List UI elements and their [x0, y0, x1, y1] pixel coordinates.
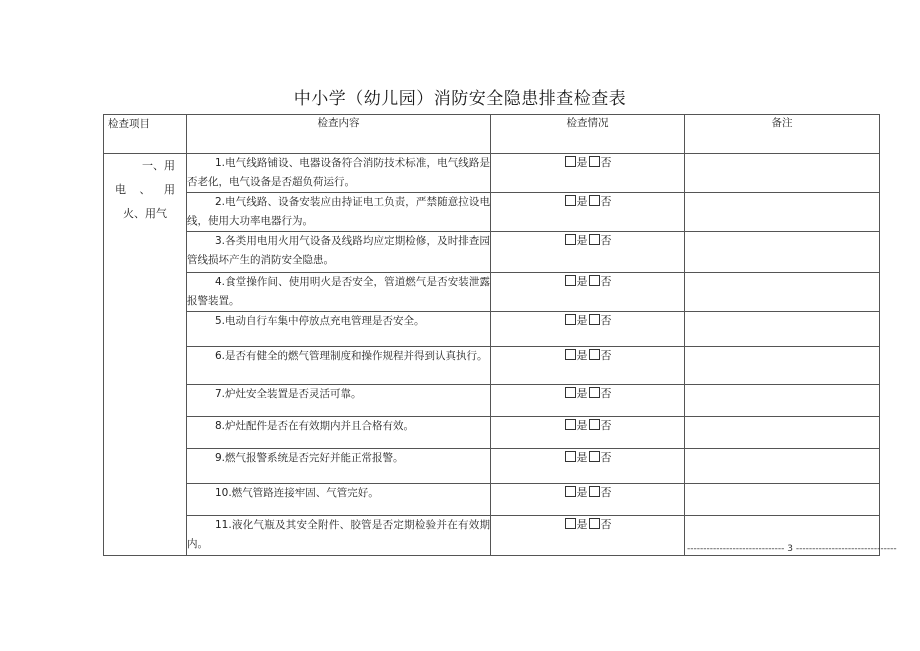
yes-checkbox[interactable]	[565, 387, 576, 398]
no-label: 否	[600, 349, 612, 362]
table-row	[104, 449, 880, 484]
yes-label: 是	[576, 275, 588, 288]
yes-checkbox[interactable]	[565, 195, 576, 206]
check-item-text: 10.燃气管路连接牢固、气管完好。	[187, 484, 491, 516]
no-checkbox[interactable]	[589, 451, 600, 462]
table-row	[104, 154, 880, 193]
check-item-text: 7.炉灶安全装置是否灵活可靠。	[187, 385, 491, 417]
no-label: 否	[600, 314, 612, 327]
yes-checkbox[interactable]	[565, 518, 576, 529]
note-cell[interactable]	[685, 193, 880, 232]
table-header-row	[104, 115, 880, 154]
no-checkbox[interactable]	[589, 419, 600, 430]
no-checkbox[interactable]	[589, 387, 600, 398]
group-label-line: 一、用	[142, 159, 175, 172]
yes-checkbox[interactable]	[565, 451, 576, 462]
no-label: 否	[600, 156, 612, 169]
no-checkbox[interactable]	[589, 314, 600, 325]
note-cell[interactable]	[685, 154, 880, 193]
status-cell	[491, 273, 685, 312]
table-row	[104, 232, 880, 273]
note-cell[interactable]	[685, 385, 880, 417]
yes-checkbox[interactable]	[565, 419, 576, 430]
status-cell	[491, 449, 685, 484]
yes-checkbox[interactable]	[565, 314, 576, 325]
check-item-text: 8.炉灶配件是否在有效期内并且合格有效。	[187, 417, 491, 449]
yes-label: 是	[576, 349, 588, 362]
status-cell	[491, 347, 685, 385]
status-cell	[491, 232, 685, 273]
note-cell[interactable]	[685, 347, 880, 385]
check-item-text: 6.是否有健全的燃气管理制度和操作规程并得到认真执行。	[187, 347, 491, 385]
check-item-text: 11.液化气瓶及其安全附件、胶管是否定期检验并在有效期内。	[187, 516, 491, 556]
no-label: 否	[600, 234, 612, 247]
check-item-text: 1.电气线路铺设、电器设备符合消防技术标准，电气线路是否老化，电气设备是否超负荷运行。	[187, 154, 491, 193]
yes-label: 是	[576, 451, 588, 464]
no-checkbox[interactable]	[589, 349, 600, 360]
note-cell[interactable]	[685, 232, 880, 273]
no-label: 否	[600, 387, 612, 400]
yes-checkbox[interactable]	[565, 234, 576, 245]
table-row	[104, 484, 880, 516]
yes-label: 是	[576, 486, 588, 499]
header-note: 备注	[685, 115, 880, 154]
page-number-mark: ------------------------------ 3 -------------------------------	[687, 544, 897, 554]
header-item	[104, 115, 187, 154]
inspection-table	[103, 114, 897, 556]
note-cell[interactable]	[685, 484, 880, 516]
note-cell[interactable]	[685, 417, 880, 449]
status-cell	[491, 417, 685, 449]
no-label: 否	[600, 195, 612, 208]
no-checkbox[interactable]	[589, 486, 600, 497]
note-cell[interactable]	[685, 449, 880, 484]
yes-checkbox[interactable]	[565, 349, 576, 360]
table-row	[104, 347, 880, 385]
no-checkbox[interactable]	[589, 234, 600, 245]
check-item-text: 4.食堂操作间、使用明火是否安全，管道燃气是否安装泄露报警装置。	[187, 273, 491, 312]
group-label-line: 火、用气	[123, 207, 167, 220]
check-item-text: 9.燃气报警系统是否完好并能正常报警。	[187, 449, 491, 484]
yes-label: 是	[576, 387, 588, 400]
group-cell	[104, 154, 187, 556]
note-cell[interactable]	[685, 312, 880, 347]
yes-label: 是	[576, 314, 588, 327]
table-row	[104, 273, 880, 312]
table-row	[104, 417, 880, 449]
status-cell	[491, 385, 685, 417]
group-label-line: 电、用	[115, 183, 175, 196]
no-checkbox[interactable]	[589, 156, 600, 167]
table-row	[104, 193, 880, 232]
status-cell	[491, 312, 685, 347]
no-checkbox[interactable]	[589, 195, 600, 206]
no-label: 否	[600, 419, 612, 432]
header-status: 检查情况	[491, 115, 685, 154]
status-cell	[491, 484, 685, 516]
page-number: 3	[787, 544, 794, 554]
table-row	[104, 312, 880, 347]
no-label: 否	[600, 486, 612, 499]
no-label: 否	[600, 275, 612, 288]
status-cell	[491, 154, 685, 193]
check-item-text: 5.电动自行车集中停放点充电管理是否安全。	[187, 312, 491, 347]
status-cell	[491, 516, 685, 556]
check-item-text: 2.电气线路、设备安装应由持证电工负责，严禁随意拉设电线，使用大功率电器行为。	[187, 193, 491, 232]
yes-checkbox[interactable]	[565, 156, 576, 167]
table-row	[104, 385, 880, 417]
header-content: 检查内容	[187, 115, 491, 154]
yes-checkbox[interactable]	[565, 275, 576, 286]
yes-label: 是	[576, 156, 588, 169]
check-item-text: 3.各类用电用火用气设备及线路均应定期检修，及时排查园管线损坏产生的消防安全隐患。	[187, 232, 491, 273]
yes-label: 是	[576, 234, 588, 247]
no-checkbox[interactable]	[589, 518, 600, 529]
note-cell[interactable]	[685, 273, 880, 312]
yes-checkbox[interactable]	[565, 486, 576, 497]
no-label: 否	[600, 451, 612, 464]
status-cell	[491, 193, 685, 232]
page-title: 中小学（幼儿园）消防安全隐患排查检查表	[293, 89, 627, 109]
yes-label: 是	[576, 195, 588, 208]
header-item-label: 检查项目	[108, 118, 150, 130]
yes-label: 是	[576, 419, 588, 432]
yes-label: 是	[576, 518, 588, 531]
no-label: 否	[600, 518, 612, 531]
no-checkbox[interactable]	[589, 275, 600, 286]
